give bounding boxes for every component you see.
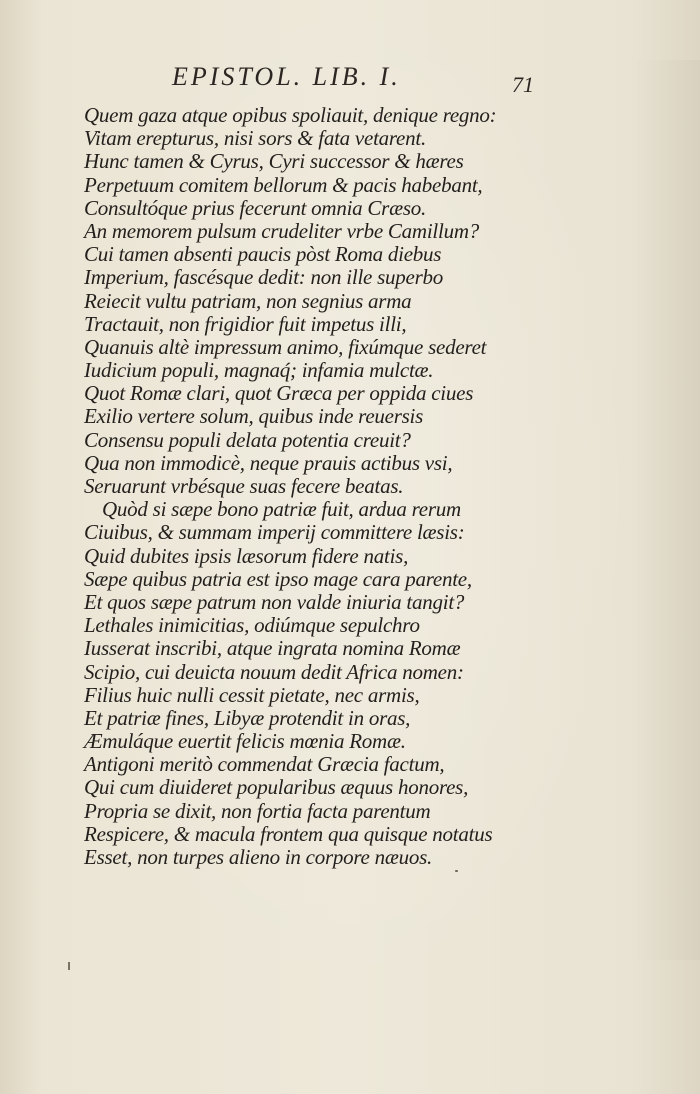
verse-line: Perpetuum comitem bellorum & pacis habebant,: [84, 172, 483, 197]
running-head: EPISTOL. LIB. I.: [172, 62, 401, 91]
verse-line: Filius huic nulli cessit pietate, nec armis,: [84, 682, 420, 707]
page-number: 71: [512, 72, 534, 97]
verse-text: [84, 104, 524, 869]
verse-line: Lethales inimicitias, odiúmque sepulchro: [84, 613, 420, 638]
page-header: [0, 58, 700, 98]
verse-line: Quòd si sæpe bono patriæ fuit, ardua rerum: [102, 497, 461, 522]
show-through-shading: [630, 60, 700, 960]
verse-line: Esset, non turpes alieno in corpore næuos.: [84, 845, 433, 869]
verse-line: Imperium, fascésque dedit: non ille superbo: [84, 265, 444, 290]
verse-line: Exilio vertere solum, quibus inde reuersis: [84, 404, 424, 429]
verse-line: Qui cum diuideret popularibus æquus honores,: [84, 775, 469, 800]
ink-speck: [455, 870, 458, 872]
verse-line: Tractauit, non frigidior fuit impetus illi,: [84, 311, 407, 336]
verse-line: Antigoni meritò commendat Græcia factum,: [84, 752, 445, 777]
ink-speck: [68, 962, 70, 970]
verse-line: Quem gaza atque opibus spoliauit, denique regno:: [84, 103, 497, 127]
verse-line: Vitam erepturus, nisi sors & fata vetarent.: [84, 126, 426, 151]
verse-line: Consultóque prius fecerunt omnia Cræso.: [84, 195, 427, 220]
verse-line: Cui tamen absenti paucis pòst Roma diebus: [84, 242, 442, 267]
verse-line: Quanuis altè impressum animo, fixúmque sederet: [84, 334, 487, 359]
verse-line: Reiecit vultu patriam, non segnius arma: [84, 288, 412, 313]
verse-line: Iudicium populi, magnaq́; infamia mulctæ.: [84, 358, 434, 383]
verse-line: Consensu populi delata potentia creuit?: [84, 427, 411, 452]
verse-line: An memorem pulsum crudeliter vrbe Camillum?: [84, 218, 479, 243]
verse-line: Sæpe quibus patria est ipso mage cara parente,: [84, 566, 472, 591]
verse-line: Quot Romæ clari, quot Græca per oppida ciues: [84, 381, 474, 406]
verse-line: Qua non immodicè, neque prauis actibus vsi,: [84, 450, 453, 475]
verse-line: Æmuláque euertit felicis mœnia Romæ.: [84, 729, 406, 754]
verse-line: Propria se dixit, non fortia facta parentum: [84, 798, 431, 823]
verse-line: Hunc tamen & Cyrus, Cyri successor & hæres: [84, 149, 464, 174]
verse-line: Ciuibus, & summam imperij committere læsis:: [84, 520, 465, 545]
verse-line: Seruarunt vrbésque suas fecere beatas.: [84, 474, 404, 498]
verse-line: Iusserat inscribi, atque ingrata nomina Romæ: [84, 636, 461, 661]
verse-line: Scipio, cui deuicta nouum dedit Africa nomen:: [84, 659, 464, 684]
verse-line: Quid dubites ipsis læsorum fidere natis,: [84, 543, 409, 568]
verse-line: Et patriæ fines, Libyæ protendit in oras,: [84, 705, 411, 730]
verse-line: Et quos sæpe patrum non valde iniuria tangit?: [84, 589, 465, 614]
verse-line: Respicere, & macula frontem qua quisque notatus: [84, 821, 493, 846]
